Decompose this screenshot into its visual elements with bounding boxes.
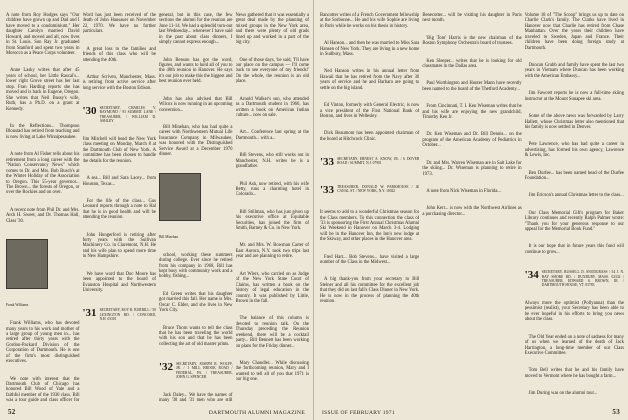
left-column-1: [6, 2, 80, 404]
paragraph: Bill Minehan, who has had quite a career with Northwestern Mutual Life Insurance Company in Milwaukee, was honored with the Distinguished Service Award at a December 1970 dinner.: [159, 124, 233, 158]
paragraph: Tom Bell writes that he and his family have moved to Vermont where he has bought a farm...: [524, 368, 624, 379]
paragraph: John has also advised that Bill Wilcox is now running in an upcoming convention...: [159, 96, 233, 113]
paragraph: It seems to add to a wonderful Christmas season for the Class members. To this connection the class of '33 is sponsoring the First Annual Christmas Alumni Ski Weekend in Hanover on March 3-4. Lodging will be in the Hanover Inn, the Inn's new lodge at the Skiway, and other places in the Hanover area.: [320, 210, 420, 243]
portrait-photo: [159, 173, 201, 221]
photo-caption: Bill Minehan: [159, 234, 179, 239]
paragraph: A recent note from Phil Dr. and Mrs. Arch H. Sweet, and Dr. Thomas Hall, Class '30.: [6, 207, 80, 224]
right-column-2: [422, 2, 521, 404]
paragraph: The Old Year ended on a note of sadness for many of us when we learned of the death of Jack Harrington, a long-time member of our Class Executive Committee.: [524, 334, 624, 357]
class-heading: [83, 308, 157, 321]
left-column-3: [159, 2, 233, 404]
paragraph: A note from Roy Hodges says "Our children have grown up and Dad and I have moved to a condominium." Her daughter Carolyn married David Howard, and moved and all, now lives in St. Louis. Son Ray Jr. graduated from Stanford and spent two years in Morocco as a Peace Corps volunteer.: [6, 12, 80, 57]
class-year: '31: [82, 307, 97, 320]
paragraph: Phil Ash, now retired, with his wife Betty, runs a charming hotel in Colorado...: [235, 181, 309, 198]
right-page-columns: [320, 2, 624, 404]
issue-date: [322, 410, 395, 416]
paragraph: Arthur Scriven, Manchester, Mass. is retiring from active service after long service with the Boston Edison.: [82, 74, 156, 91]
paragraph: John Benson has got the word, figures, and wants to hold all of you to the 40th reunion in Hanover. He says it's our job to make this the biggest and best reunion ever held.: [159, 57, 233, 85]
paragraph: Dick Beaumont has been appointed chairman of the board at Hitchcock Clinic.: [320, 131, 420, 142]
right-column-3: [525, 2, 624, 404]
portrait-photo: [6, 239, 48, 289]
paragraph: From Cincinnati, T. I. Ken Wiseman writes that he and his wife are enjoying the new grandchild, Timothy Ken Jr.: [422, 104, 522, 121]
paragraph: Jim Fawcett reports he is now a full-time skiing instructor at the Mount Sunapee ski area.: [524, 91, 624, 102]
paragraph: Some of the above news was forwarded by Larry Hallett, whose Christmas letter also mentioned that his family is now settled in Denver.: [524, 114, 624, 130]
paragraph: Ken Sleeper... writes that he is looking for old classmates in the Dallas area.: [422, 58, 522, 69]
left-page-columns: [6, 2, 309, 404]
paragraph: Ben Durfee... has been named head of the Durfee Foundation...: [524, 170, 624, 182]
paragraph: Art Wiers, who carried on as Judge of the New York State Court of Claims, has written a book on the history of legal education in the country. It was published by Little, Brown in the fall.: [235, 271, 309, 305]
page-number: 52: [8, 408, 16, 416]
class-year: '30: [82, 105, 97, 118]
paragraph: It is our hope that in future years this fund will continue to grow...: [524, 244, 624, 255]
paragraph: A note from Al Fisher tells about his retirement from a long career with the "Nation Conservancy News" which comes to Dr. and Mrs. Bob Busch's at the Winter Holiday of the Association to Oregon. This 55-year governor... The Brown... the forests of Oregon, or over the Rockies and on over.: [6, 152, 80, 196]
class-heading: [320, 157, 419, 168]
paragraph: News gathered that it was essentially a great deal made by the planning of mixed groups in the New York area, and there were plenty of old grads lined up and worked in a part of the big city.: [235, 12, 309, 46]
paragraph: A big thank-you from your secretary to Bill Steiner and all his committee for the excellent job that they did on last fall's Class Dinner in New York. He is now in the process of planning the 40th reunion.: [320, 277, 420, 305]
paragraph: A note from Nick Wiseman in Florida...: [426, 188, 501, 194]
paragraph: Bancotter writes of a French Government fellowship at the Sorbonne... He and his wife Sophie are living in Paris while he works on his thesis in history.: [320, 12, 420, 29]
paragraph: school, working these summers during college. Ever since he retired from his company in 1968, Bill has kept busy with community work and a hobby, fishing...: [159, 252, 233, 280]
magazine-title: DARTMOUTH ALUMNI MAGAZINE: [208, 410, 305, 416]
paragraph: John Kerr... is now with the Northwest Airlines as a purchasing director...: [422, 206, 522, 217]
class-year: '33: [320, 156, 335, 169]
paragraph: Bruce Thorn wants to tell the class that he has been traveling the world with his son and that he has been collecting the art of old master prints.: [159, 325, 233, 347]
class-heading: [159, 362, 233, 379]
paragraph: A great loss to the families and friends of this class who will be attending the 40th.: [82, 46, 156, 63]
paragraph: 'Big Tom' Harris is the new chairman of the Boston Symphony Orchestra's board of trustees.: [422, 35, 522, 47]
paragraph: For the life of the class... Gus Leonard reports through a note to Hal that he is in good health and will be attending the reunion.: [82, 198, 156, 221]
paragraph: Ed Green writes that his daughter got married this fall. Her name is Mrs. Oscar C. Elder, and she lives in New York City.: [159, 291, 233, 314]
paragraph: Duncan Grubb and family have spent the last two years in Vietnam where Duncan has been working with the American Embassy...: [524, 62, 624, 79]
paragraph: Frank Williams, who has devoted many years to his work and mother of a large group of young men in... has retired after thirty years with the Gordon-Packard Division of the Corporation of Dartmouth. He is one of the firm's most distinguished executives.: [6, 321, 80, 365]
paragraph: Fred Hart... Bob Stevens... have visited a large number of the Class in the Midwest...: [320, 254, 420, 266]
paragraph: general, but in this case, the few sections the alumni for the reunion are June 11-14. We had a splendid turn-out last Wednesday... whenever I have said in the past about class dinners, I simply cannot express enough...: [159, 12, 233, 46]
paragraph: Our Class Memorial Gift's program for Baker Library continues and recently Ralph Palmer wrote: "Thank you for your generous response to our appeal for the Memorial Book Fund.": [524, 210, 624, 233]
paragraph: Paul Worthington and Hunter Mann have recently been named to the board of the Thetford Academy...: [422, 81, 522, 92]
class-officers: SECRETARY, RUSSELL D. SNODGRASS / 54 J. N. BAY SHORE RD. / DUXBURY, MASS. 02332 / TREASURER, EDWARD S. BROWN, JR. / DARTMOUTH HOUSE, VT. 05783: [541, 270, 624, 287]
paragraph: Mary Chandler... While discussing the forthcoming reunion, Mary and I wanted to tell all of you that 1971 is our big one.: [235, 361, 309, 383]
paragraph: Jim During was on the alumni tour...: [528, 391, 598, 397]
right-page-footer: [322, 408, 620, 416]
class-officers: SECRETARY, ERNEST A. KNOW, JR. / 6 DOVER ROAD / SUMMIT, N.J. 07901: [337, 157, 420, 166]
paragraph: We have word that Doc Moore has been appointed to the board of Evanston Hospital and Northwestern University.: [82, 271, 156, 294]
paragraph: Always more the optimist (Pollyanna) than the pessimist (realist), your Secretary has been able to be ever hopeful in his efforts to bring you news about the class.: [524, 301, 624, 323]
page-number: 53: [612, 408, 620, 416]
paragraph: Ned Hanson writes in his annual letter from Hawaii that he has retired from the Navy after 30 years of service and he and Barbara are going to settle on the big island.: [320, 69, 420, 91]
paragraph: Dr. Ken Wiseman and Dr. Bill Dennis... on the program of the American Academy of Pediatrics in October...: [422, 132, 522, 149]
left-column-4: [236, 2, 310, 404]
issue-month: FEBRUARY 1971: [349, 410, 395, 416]
paragraph: Mr. and Mrs. W. Bowman Carter of East Aurora, N.Y. took two trips last year and are planning to retire.: [235, 243, 309, 260]
class-heading: [83, 106, 157, 123]
class-heading: [320, 185, 419, 196]
class-heading: [525, 270, 624, 287]
class-year: '34: [524, 269, 539, 282]
paragraph: The balance of this column is devoted to reunion talk. On the Thursday preceding the Reunion weekend, there will be a cocktail party... Bill Bennett has been working on plans for the Friday dinner...: [235, 316, 309, 349]
paragraph: One of those days, 'he said, 'I'll have our place on the campus — I'll come back to see everyone of my friends!' On the whole, the reunion is an old place.: [235, 57, 309, 85]
class-year: '33: [320, 184, 335, 197]
class-officers: SECRETARY, ROY R. BURRILL / 50 LEXINGTON RD. / CONCORD, N.H. 03301: [99, 308, 156, 321]
paragraph: Dr. and Mrs. Warren Wiseman are in Salt Lake for the skiing... Dr. Wiseman is planning to retire in 1973.: [422, 160, 522, 177]
paragraph: Benecotter... will be visiting his daughter in Paris next month.: [422, 12, 522, 24]
paragraph: Word has just been received of the death of John Hausauer on November 22, 1970. We have no further particulars.: [82, 12, 156, 35]
paragraph: Pete Lawrence, who has had quite a career in advertising, has formed his own agency, Lawrence & Lewis, Inc.: [524, 142, 624, 159]
photo-caption: Frank Williams: [6, 302, 29, 307]
paragraph: Arnold Walker's son, who attended as a Dartmouth student in 1966, has written a book on American Indian culture... now on sale.: [235, 96, 309, 119]
paragraph: Al Hanson... and then he was married to Miss Sara Hansen of New York. They are living in a new home in Sudbury, Mass.: [320, 41, 420, 58]
paragraph: Jim Ericson's annual Christmas letter to the class...: [528, 193, 624, 199]
paragraph: Volume 18 of "The Scoop" brings us up to date on Charlie Clark's family. The Clarks have lived in Hanover now that Charlie has retired from Chase Manhattan. Over the years their children have traveled to Sweden, Japan and France. Their children have been doing foreign study at Dartmouth.: [524, 12, 624, 51]
right-page: [314, 0, 628, 420]
left-column-2: [83, 2, 157, 404]
paragraph: Jim Mitchell will head the New York class meeting on Monday, March 8 at the Dartmouth Club of New York. A committee has been chosen to handle the details for the reunion.: [82, 136, 156, 164]
paragraph: John Hungerford is retiring after forty years with the Sullivan Machinery Co. in Claremont, N.H. He and his wife plan to spend more time in New Hampshire.: [82, 232, 156, 260]
paragraph: A sea... Bill and Sara Lacey... from Houston, Texas...: [82, 176, 156, 187]
paragraph: Anne Lasky writes that after 45 years of school, her Little Rascal's... lower right Grove street has her last stop. Fran Harding reports she has moved and is back in Eugene, Oregon. She writes that Neil Bussy's wife, Ruth, has a Ph.D. on a grant at Kennedy.: [6, 68, 80, 112]
class-year: '32: [159, 361, 174, 374]
issue-prefix: ISSUE OF: [322, 410, 349, 416]
paragraph: Bill Stillman, who has just given up his executive office at Equitable Securities, has joined the firm of Smith, Barney & Co. in New York.: [235, 209, 309, 232]
right-column-1: [320, 2, 419, 404]
paragraph: Bill Stevens, who still works out in Manchester, N.H. writes he is a grandfather.: [235, 153, 309, 170]
class-officers: TREASURER, DONALD W. PARKHOUSE / 40 CANAL ST. / NEW YORK, N.Y. 10022: [337, 185, 420, 194]
paragraph: In the Reflections... Thompson Bloustad has retired from teaching and is now living at Lake Winnipesaukee.: [6, 123, 80, 140]
class-officers: SECRETARY, CHARLES V. RAYMOND / 93 SUMMIT LANE / TREASURER, / WILLIAM D. ASHLEY: [99, 106, 156, 123]
paragraph: We note with interest that the Dartmouth Club of Chicago has honored Bill Wood of Yale and a faithful member of the 1930 class. Bill was a tour guide and class officer for: [6, 376, 80, 404]
paragraph: Ed Vinton, formerly with General Electric, is now a vice president of the First National Bank of Boston, and lives in Wellesley.: [320, 103, 420, 120]
paragraph: Jack Daley... We have the names of many '30 and '31 men who are still: [159, 392, 233, 404]
class-officers: SECRETARY, JOSEPH R. WOLFF, JR. / 1 MILL BROOK ROAD / FEDERAL, PA. / TREASURER, JOHN G. SPENCER: [176, 362, 233, 379]
left-page-footer: [8, 408, 305, 416]
paragraph: Art... Conference last spring at the Dartmouth... with a...: [235, 130, 309, 141]
